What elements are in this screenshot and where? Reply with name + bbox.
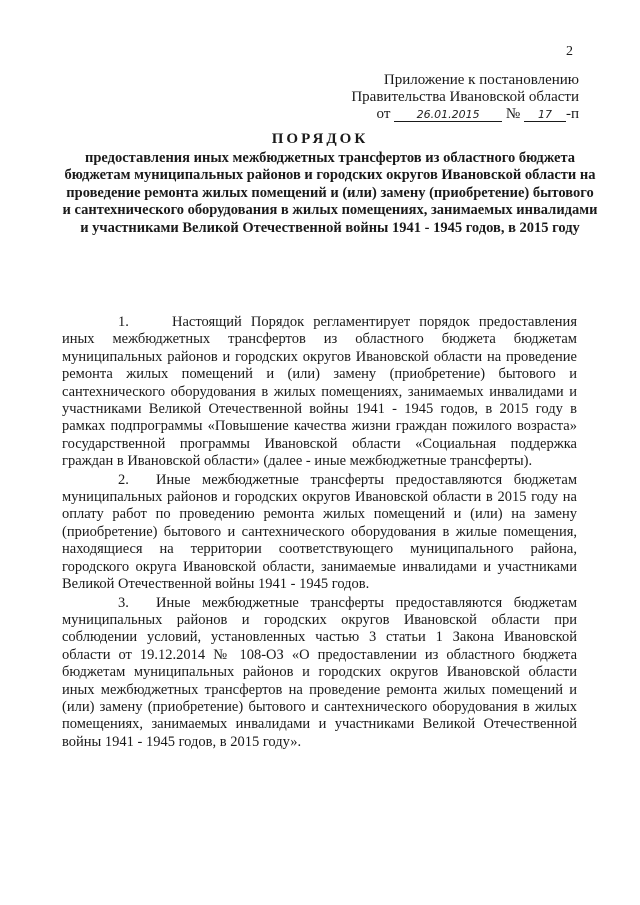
paragraph-1 (62, 314, 577, 471)
annex-line-2: Правительства Ивановской области (351, 89, 579, 105)
annex-from-label: от (376, 106, 391, 122)
annex-number-suffix: -п (565, 106, 579, 122)
paragraph-text: Иные межбюджетные трансферты предоставляются бюджетам муниципальных районов и городских округов Ивановской области в 2015 году на оплату работ по проведению ремонта жилых помещений и (или) на замену (приобретение) бытового и сантехнического оборудования в жилые помещения, находящиеся на территории соответствующего муниципального района, городского округа Ивановской области, занимаемые инвалидами и участниками Великой Отечественной войны 1941 - 1945 годов. (62, 471, 577, 593)
annex-line-3 (351, 106, 579, 123)
page-number: 2 (566, 44, 573, 59)
paragraph-2 (62, 472, 577, 594)
document-subtitle: предоставления иных межбюджетных трансфертов из областного бюджета бюджетам муниципальных районов и городских округов Ивановской области на проведение ремонта жилых помещений и (или) замену (приобретение) бытового и сантехнического оборудования в жилых помещениях, занимаемых инвалидами и участниками Великой Отечественной войны 1941 - 1945 годов, в 2015 году (62, 150, 598, 236)
annex-line-1: Приложение к постановлению (383, 72, 579, 88)
annex-number-label: № (505, 106, 521, 122)
document-body (62, 314, 577, 751)
annex-header (351, 72, 579, 123)
paragraph-number: 1. (118, 314, 129, 330)
annex-date-field: 26.01.2015 (394, 109, 502, 122)
annex-number-field: 17 (524, 109, 566, 122)
document-title: ПОРЯДОК (271, 131, 369, 147)
paragraph-number: 2. (118, 471, 129, 488)
paragraph-text: Настоящий Порядок регламентирует порядок предоставления иных межбюджетных трансфертов из областного бюджета бюджетам муниципальных районов и городских округов Ивановской области на проведение ремонта жилых помещений и (или) замену (приобретение) бытового и сантехнического оборудования в жилых помещениях, занимаемых инвалидами и участниками Великой Отечественной войны 1941 - 1945 годов, в 2015 году в рамках подпрограммы «Повышение качества жизни граждан пожилого возраста» государственной программы Ивановской области «Социальная поддержка граждан в Ивановской области» (далее - иные межбюджетные трансферты). (62, 314, 577, 470)
paragraph-number: 3. (118, 594, 129, 611)
paragraph-text: Иные межбюджетные трансферты предоставляются бюджетам муниципальных районов и городских округов Ивановской области при соблюдении условий, установленных частью 3 статьи 1 Закона Ивановской области от 19.12.2014 № 108-ОЗ «О предоставлении из областного бюджета бюджетам муниципальных районов и городских округов Ивановской области иных межбюджетных трансфертов на проведение ремонта жилых помещений и (или) замену (приобретение) бытового и сантехнического оборудования в жилых помещениях, занимаемых инвалидами и участниками Великой Отечественной войны 1941 - 1945 годов, в 2015 году». (62, 594, 577, 750)
paragraph-3 (62, 595, 577, 752)
